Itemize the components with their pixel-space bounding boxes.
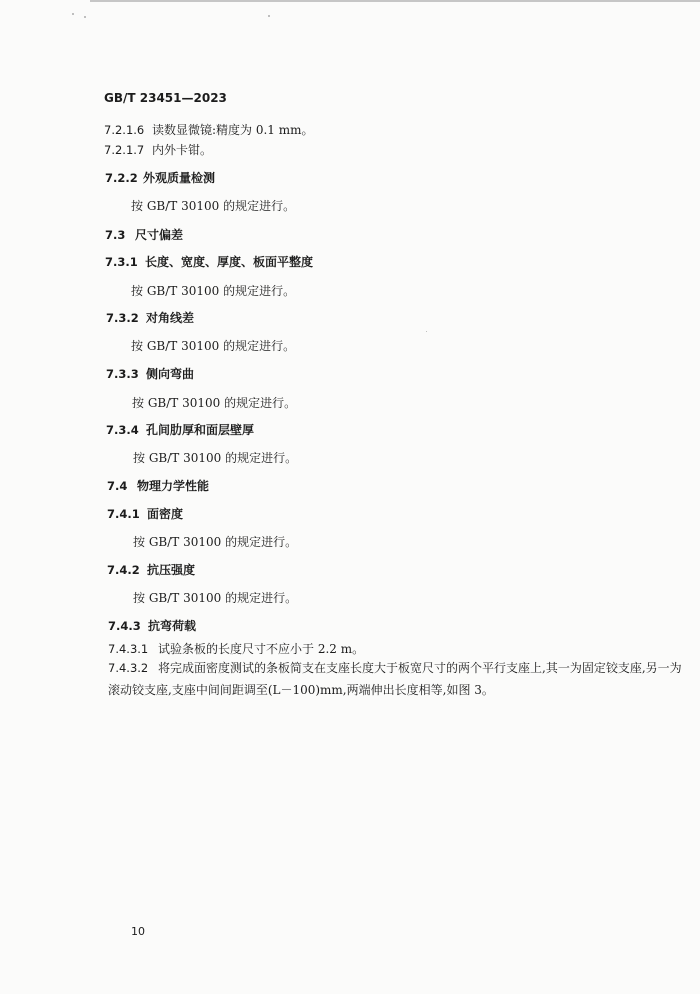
heading-7-3-2 xyxy=(106,310,194,326)
heading-7-4-2 xyxy=(107,562,195,578)
heading-text: 抗弯荷载 xyxy=(148,619,197,633)
paragraph: 按 GB/T 30100 的规定进行。 xyxy=(133,451,298,465)
heading-text: 物理力学性能 xyxy=(137,479,210,493)
heading-text: 对角线差 xyxy=(146,311,195,325)
clause-7-4-3-1 xyxy=(108,641,364,657)
clause-text: 读数显微镜:精度为 0.1 mm。 xyxy=(152,123,314,137)
heading-number: 7.3 xyxy=(105,228,126,242)
paragraph: 按 GB/T 30100 的规定进行。 xyxy=(131,339,296,353)
paragraph: 按 GB/T 30100 的规定进行。 xyxy=(131,284,296,298)
page-number: 10 xyxy=(131,925,145,938)
heading-text: 面密度 xyxy=(147,507,184,521)
clause-text: 内外卡钳。 xyxy=(152,143,213,157)
heading-number: 7.3.2 xyxy=(106,311,139,325)
heading-7-4-1 xyxy=(107,506,183,522)
heading-7-2-2 xyxy=(105,170,215,186)
clause-number: 7.2.1.6 xyxy=(104,123,145,137)
heading-text: 尺寸偏差 xyxy=(135,228,184,242)
scan-speck xyxy=(426,331,427,332)
heading-text: 长度、宽度、厚度、板面平整度 xyxy=(145,255,314,269)
clause-7-4-3-2 xyxy=(108,657,688,701)
heading-text: 抗压强度 xyxy=(147,563,196,577)
heading-number: 7.4 xyxy=(107,479,128,493)
paragraph: 按 GB/T 30100 的规定进行。 xyxy=(133,535,298,549)
document-code: GB/T 23451—2023 xyxy=(104,91,227,105)
heading-number: 7.3.1 xyxy=(105,255,138,269)
heading-text: 外观质量检测 xyxy=(143,171,216,185)
clause-text: 将完成面密度测试的条板简支在支座长度大于板宽尺寸的两个平行支座上,其一为固定铰支座,另一为滚动铰支座,支座中间间距调至(L－100)mm,两端伸出长度相等,如图 3。 xyxy=(108,661,682,697)
scan-speck xyxy=(268,15,270,17)
heading-number: 7.4.1 xyxy=(107,507,140,521)
heading-7-3-1 xyxy=(105,254,313,270)
heading-number: 7.3.3 xyxy=(106,367,139,381)
scan-edge-line xyxy=(90,0,700,2)
scan-speck xyxy=(84,16,86,18)
clause-number: 7.2.1.7 xyxy=(104,143,145,157)
clause-number: 7.4.3.2 xyxy=(108,661,149,675)
heading-7-3-4 xyxy=(106,422,254,438)
paragraph: 按 GB/T 30100 的规定进行。 xyxy=(131,199,296,213)
clause-number: 7.4.3.1 xyxy=(108,642,149,656)
paragraph: 按 GB/T 30100 的规定进行。 xyxy=(132,396,297,410)
heading-number: 7.4.3 xyxy=(108,619,141,633)
clause-text: 试验条板的长度尺寸不应小于 2.2 m。 xyxy=(158,642,365,656)
heading-7-3 xyxy=(105,227,183,243)
clause-7-2-1-7 xyxy=(104,142,212,158)
scan-speck xyxy=(72,13,74,15)
heading-number: 7.2.2 xyxy=(105,171,138,185)
heading-text: 侧向弯曲 xyxy=(146,367,195,381)
heading-7-4-3 xyxy=(108,618,196,634)
heading-text: 孔间肋厚和面层壁厚 xyxy=(146,423,255,437)
heading-7-3-3 xyxy=(106,366,194,382)
clause-7-2-1-6 xyxy=(104,122,314,138)
heading-number: 7.3.4 xyxy=(106,423,139,437)
heading-7-4 xyxy=(107,478,209,494)
paragraph: 按 GB/T 30100 的规定进行。 xyxy=(133,591,298,605)
heading-number: 7.4.2 xyxy=(107,563,140,577)
